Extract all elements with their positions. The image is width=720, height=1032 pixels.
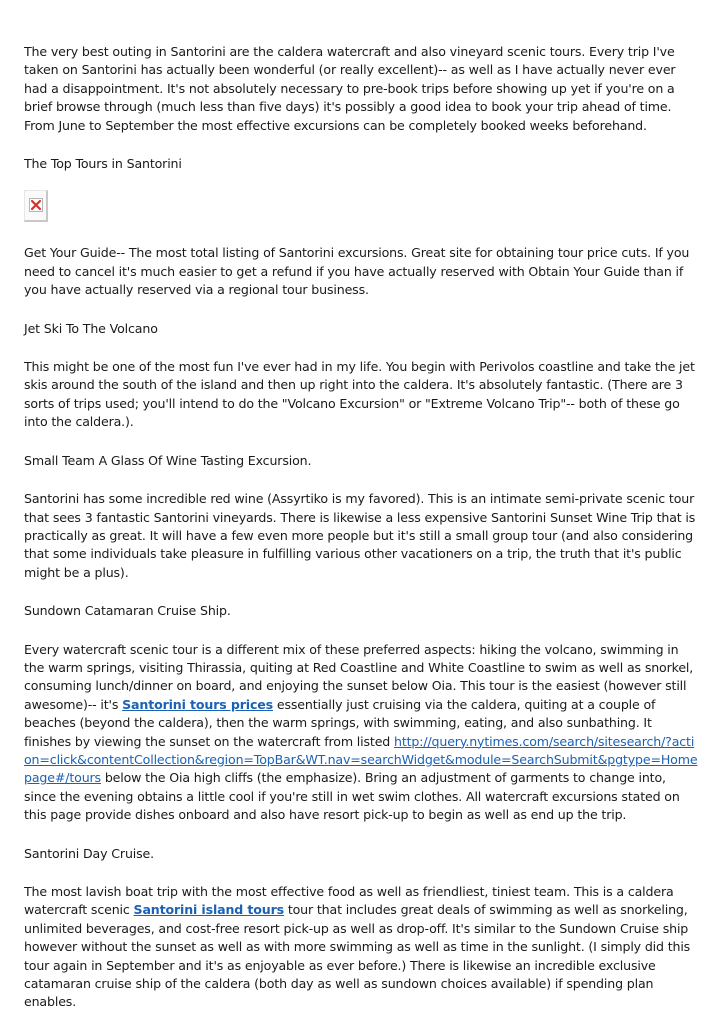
text-segment: below the Oia high cliffs (the emphasize). Bring an adjustment of garments to change into, since the evening obtains a little cool if you're still in wet swim clothes. All watercraft excursions stated on this page provide dishes onboard and also have resort pick-up to begin as well as end up the trip.	[24, 770, 680, 823]
day-cruise-paragraph	[24, 883, 700, 1012]
santorini-tours-prices-link[interactable]: Santorini tours prices	[122, 696, 274, 712]
text-segment: Every watercraft scenic tour is a different mix of these preferred aspects: hiking the volcano, swimming in the warm springs, visiting Thirassia, quiting at Red Coastline and White Coastline to swim as well as snorkel, consuming lunch/dinner on board, and enjoying the sunset below Oia. This tour is the easiest (however still awesome)-- it's	[24, 641, 694, 712]
nytimes-search-link[interactable]: http://query.nytimes.com/search/sitesearch/?action=click&contentCollection&region=TopBar&WT.nav=searchWidget&module=SearchSubmit&pgtype=Homepage#/tours	[24, 733, 698, 786]
text-segment: essentially just cruising via the caldera, quiting at a couple of beaches (beyond the caldera), then the warm springs, with swimming, eating, and also sunbathing. It finishes by viewing the sunset on the watercraft from listed	[24, 696, 656, 749]
section-heading-top-tours: The Top Tours in Santorini	[24, 156, 182, 172]
broken-image-icon	[24, 190, 48, 222]
sundown-catamaran-paragraph	[24, 641, 700, 825]
section-heading-day-cruise: Santorini Day Cruise.	[24, 845, 154, 861]
text-segment: The most lavish boat trip with the most effective food as well as friendliest, tiniest team. This is a caldera watercraft scenic	[24, 884, 674, 918]
section-heading-wine-tasting: Small Team A Glass Of Wine Tasting Excursion.	[24, 452, 312, 468]
intro-paragraph: The very best outing in Santorini are the caldera watercraft and also vineyard scenic tours. Every trip I've taken on Santorini has actually been wonderful (or really excellent)-- as well as I have actually never ever had a disappointment. It's not absolutely necessary to pre-book trips before showing up yet if you're on a brief browse through (much less than five days) it's possibly a good idea to book your trip ahead of time. From June to September the most effective excursions can be completely booked weeks beforehand.	[24, 44, 676, 133]
section-heading-jet-ski: Jet Ski To The Volcano	[24, 320, 158, 336]
close-x-icon	[29, 198, 43, 212]
text-segment: tour that includes great deals of swimming as well as snorkeling, unlimited beverages, and cost-free resort pick-up as well as drop-off. It's similar to the Sundown Cruise ship however without the sunset as well as with more swimming as well as time in the sunlight. (I simply did this tour again in September and it's as enjoyable as ever before.) There is likewise an incredible exclusive catamaran cruise ship of the caldera (both day as well as sundown choices available) if spending plan enables.	[24, 902, 691, 1010]
jet-ski-paragraph: This might be one of the most fun I've ever had in my life. You begin with Perivolos coastline and take the jet skis around the south of the island and then up right into the caldera. It's absolutely fantastic. (There are 3 sorts of trips used; you'll intend to do the "Volcano Excursion" or "Extreme Volcano Trip"-- both of these go into the caldera.).	[24, 359, 695, 430]
get-your-guide-paragraph: Get Your Guide-- The most total listing of Santorini excursions. Great site for obtaining tour price cuts. If you need to cancel it's much easier to get a refund if you have actually reserved with Obtain Your Guide than if you have actually reserved via a regional tour business.	[24, 245, 690, 298]
article	[24, 43, 700, 1032]
santorini-island-tours-link[interactable]: Santorini island tours	[133, 902, 284, 918]
wine-tasting-paragraph: Santorini has some incredible red wine (Assyrtiko is my favored). This is an intimate semi-private scenic tour that sees 3 fantastic Santorini vineyards. There is likewise a less expensive Santorini Sunset Wine Trip that is practically as great. It will have a few even more people but it's still a small group tour (and also considering that some individuals take pleasure in fulfilling various other vacationers on a trip, the truth that it's public might be a plus).	[24, 491, 696, 580]
section-heading-sundown-catamaran: Sundown Catamaran Cruise Ship.	[24, 603, 231, 619]
